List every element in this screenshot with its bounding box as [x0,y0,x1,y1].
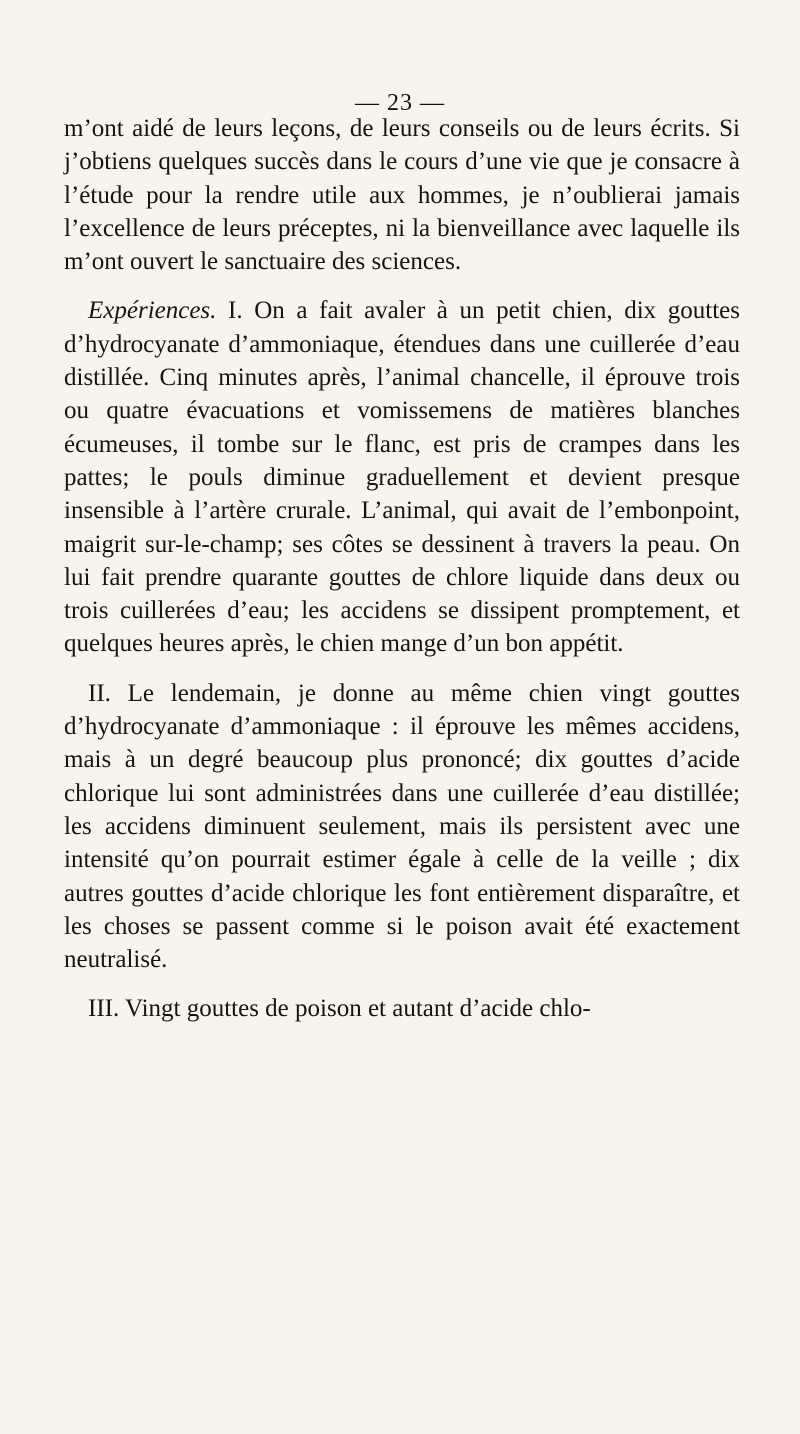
paragraph-3: II. Le lendemain, je donne au même chien vingt gouttes d’hydrocyanate d’ammoniaque : il éprouve les mêmes accidens, mais à un degré beaucoup plus prononcé; dix gouttes d’acide chlorique lui sont administrées dans une cuillerée d’eau distillée; les accidens diminuent seulement, mais ils persistent avec une intensité qu’on pourrait estimer égale à celle de la veille ; dix autres gouttes d’acide chlorique les font entièrement disparaître, et les choses se passent comme si le poison avait été exactement neutralisé. [64,679,740,974]
page-number: — 23 — [355,90,445,116]
page-bottom-fade [0,1414,800,1434]
experiments-label: Expériences. [88,297,217,325]
paragraph-2-text: I. On a fait avaler à un petit chien, dix gouttes d’hydrocyanate d’ammoniaque, étendues dans une cuillerée d’eau distillée. Cinq minutes après, l’animal chancelle, il éprouve trois ou quatre évacuations et vomissemens de matières blanches écumeuses, il tombe sur le flanc, est pris de crampes dans les pattes; le pouls diminue graduellement et devient presque insensible à l’artère crurale. L’animal, qui avait de l’embonpoint, maigrit sur-le-champ; ses côtes se dessinent à travers la peau. On lui fait prendre quarante gouttes de chlore liquide dans deux ou trois cuillerées d’eau; les accidens se dissipent promptement, et quelques heures après, le chien mange d’un bon appétit. [64,297,740,658]
paragraph-4: III. Vingt gouttes de poison et autant d’acide chlo- [88,995,591,1023]
body-text [64,112,740,1026]
paragraph-1: m’ont aidé de leurs leçons, de leurs conseils ou de leurs écrits. Si j’obtiens quelques succès dans le cours d’une vie que je consacre à l’étude pour la rendre utile aux hommes, je n’oublierai jamais l’excellence de leurs préceptes, ni la bienveillance avec laquelle ils m’ont ouvert le sanctuaire des sciences. [64,115,740,276]
paragraph-2 [64,294,740,660]
